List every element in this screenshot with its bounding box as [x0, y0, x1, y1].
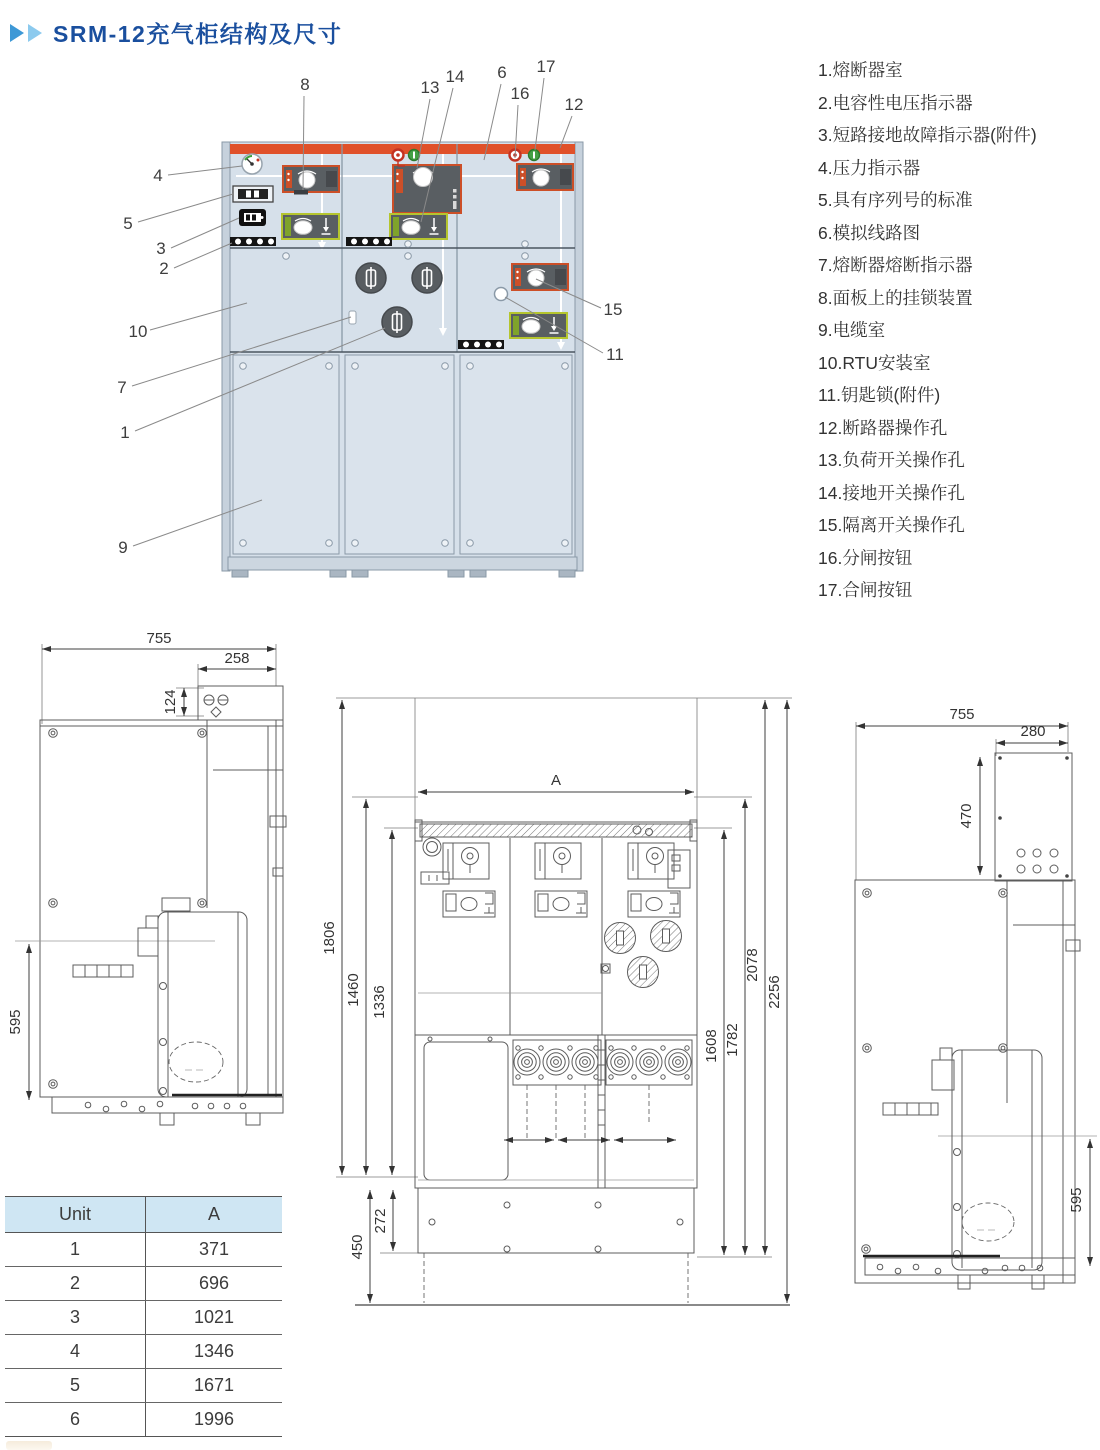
- dim-label: 470: [958, 803, 975, 829]
- padlock-bracket: [294, 190, 308, 195]
- legend-item-9: 9.电缆室: [818, 320, 886, 340]
- callout-label-8: 8: [300, 75, 310, 94]
- unit-cell: 5: [5, 1369, 146, 1403]
- voltage-indicator-strip: [230, 237, 276, 246]
- operation-knob[interactable]: [412, 263, 442, 293]
- dim-label-A: A: [550, 772, 562, 789]
- dim-label: 450: [349, 1234, 366, 1260]
- callout-label-2: 2: [159, 259, 169, 278]
- a-cell: 696: [146, 1267, 283, 1301]
- callout-label-7: 7: [117, 378, 127, 397]
- dim-label: 595: [1068, 1187, 1085, 1213]
- load-switch-module: [283, 166, 339, 192]
- earthing-switch-module: [390, 214, 447, 239]
- cable-compartment-door[interactable]: [233, 355, 339, 554]
- table-row: [5, 1267, 282, 1301]
- a-cell: 1346: [146, 1335, 283, 1369]
- callout-label-16: 16: [510, 84, 530, 103]
- table-row: [5, 1403, 282, 1437]
- legend-item-17: 17.合闸按钮: [818, 580, 913, 600]
- callout-12: [560, 95, 583, 148]
- front-dimension-drawing: [321, 698, 792, 1305]
- unit-cell: 6: [5, 1403, 146, 1437]
- legend-item-11: 11.钥匙锁(附件): [818, 385, 941, 405]
- callout-label-3: 3: [156, 239, 166, 258]
- callout-label-5: 5: [123, 214, 133, 233]
- dim-label: 2078: [744, 948, 761, 982]
- dim-label: 755: [949, 706, 975, 723]
- table-row: [5, 1233, 282, 1267]
- page-title: SRM-12充气柜结构及尺寸: [53, 21, 343, 47]
- cable-compartment-door[interactable]: [345, 355, 454, 554]
- dim-label: 595: [7, 1009, 24, 1035]
- a-cell: 371: [146, 1233, 283, 1267]
- load-switch-module: [393, 165, 461, 213]
- table-header-row: [5, 1197, 282, 1233]
- legend-item-14: 14.接地开关操作孔: [818, 482, 965, 503]
- unit-cell: 2: [5, 1267, 146, 1301]
- fault-indicator: [239, 209, 266, 226]
- dim-label: 1782: [724, 1023, 741, 1057]
- operation-knob[interactable]: [382, 307, 412, 337]
- unit-cell: 4: [5, 1335, 146, 1369]
- table-header-a: A: [146, 1197, 283, 1233]
- a-cell: 1021: [146, 1301, 283, 1335]
- legend-item-13: 13.负荷开关操作孔: [818, 450, 965, 470]
- legend-item-4: 4.压力指示器: [818, 157, 921, 178]
- close-button[interactable]: [529, 150, 540, 161]
- dim-label: 124: [162, 689, 179, 715]
- breaker-module: [517, 164, 573, 190]
- callout-label-17: 17: [536, 57, 556, 76]
- legend-item-6: 6.模拟线路图: [818, 222, 921, 243]
- legend-item-3: 3.短路接地故障指示器(附件): [818, 125, 1037, 145]
- unit-cell: 3: [5, 1301, 146, 1335]
- dim-label: 2256: [766, 975, 783, 1009]
- callout-label-14: 14: [445, 67, 465, 86]
- callout-label-9: 9: [118, 538, 128, 557]
- dim-label: 755: [146, 630, 172, 647]
- dim-label: 272: [372, 1208, 389, 1234]
- key-lock[interactable]: [495, 288, 508, 301]
- callout-label-1: 1: [120, 423, 130, 442]
- table-header-unit: Unit: [5, 1197, 146, 1233]
- voltage-indicator-strip: [458, 340, 504, 349]
- legend-item-2: 2.电容性电压指示器: [818, 92, 973, 113]
- dim-label: 1806: [321, 921, 338, 955]
- table-row: [5, 1369, 282, 1403]
- side-view-right-drawing: [855, 706, 1097, 1289]
- unit-cell: 1: [5, 1233, 146, 1267]
- legend-item-10: 10.RTU安装室: [818, 352, 931, 373]
- serial-number-plate: [233, 186, 273, 202]
- a-cell: 1671: [146, 1369, 283, 1403]
- dim-label: 1460: [345, 973, 362, 1007]
- operation-knob[interactable]: [356, 263, 386, 293]
- earthing-switch-module: [282, 214, 339, 239]
- legend-item-15: 15.隔离开关操作孔: [818, 515, 965, 535]
- earthing-switch-module: [510, 313, 567, 338]
- callout-label-10: 10: [128, 322, 148, 341]
- callout-5: [123, 194, 233, 233]
- legend-item-8: 8.面板上的挂锁装置: [818, 287, 973, 308]
- callout-label-4: 4: [153, 166, 163, 185]
- side-view-left-drawing: [7, 630, 286, 1125]
- pressure-gauge: [242, 154, 262, 174]
- legend-item-16: 16.分闸按钮: [818, 547, 913, 568]
- legend-item-7: 7.熔断器熔断指示器: [818, 255, 973, 275]
- callout-2: [159, 243, 232, 278]
- legend-item-12: 12.断路器操作孔: [818, 417, 948, 438]
- page-footer-partial-graphic: [6, 1441, 52, 1450]
- isolator-module: [512, 264, 568, 290]
- cable-compartment-door[interactable]: [460, 355, 572, 554]
- dim-label: 1608: [703, 1029, 720, 1063]
- gas-cabinet-illustration: [222, 142, 583, 577]
- callout-label-11: 11: [606, 345, 624, 364]
- dim-label: 1336: [371, 985, 388, 1019]
- legend-item-1: 1.熔断器室: [818, 60, 903, 80]
- legend-item-5: 5.具有序列号的标准: [818, 190, 973, 210]
- dim-label: 280: [1020, 723, 1046, 740]
- table-row: [5, 1335, 282, 1369]
- open-button[interactable]: [393, 150, 404, 161]
- dim-label: 258: [224, 650, 250, 667]
- callout-label-13: 13: [420, 78, 440, 97]
- callout-label-6: 6: [497, 63, 507, 82]
- callout-label-12: 12: [564, 95, 584, 114]
- callout-17: [535, 57, 555, 150]
- unit-dimension-table: [5, 1196, 282, 1437]
- callout-label-15: 15: [603, 300, 623, 319]
- a-cell: 1996: [146, 1403, 283, 1437]
- close-button[interactable]: [409, 150, 420, 161]
- table-row: [5, 1301, 282, 1335]
- voltage-indicator-strip: [346, 237, 392, 246]
